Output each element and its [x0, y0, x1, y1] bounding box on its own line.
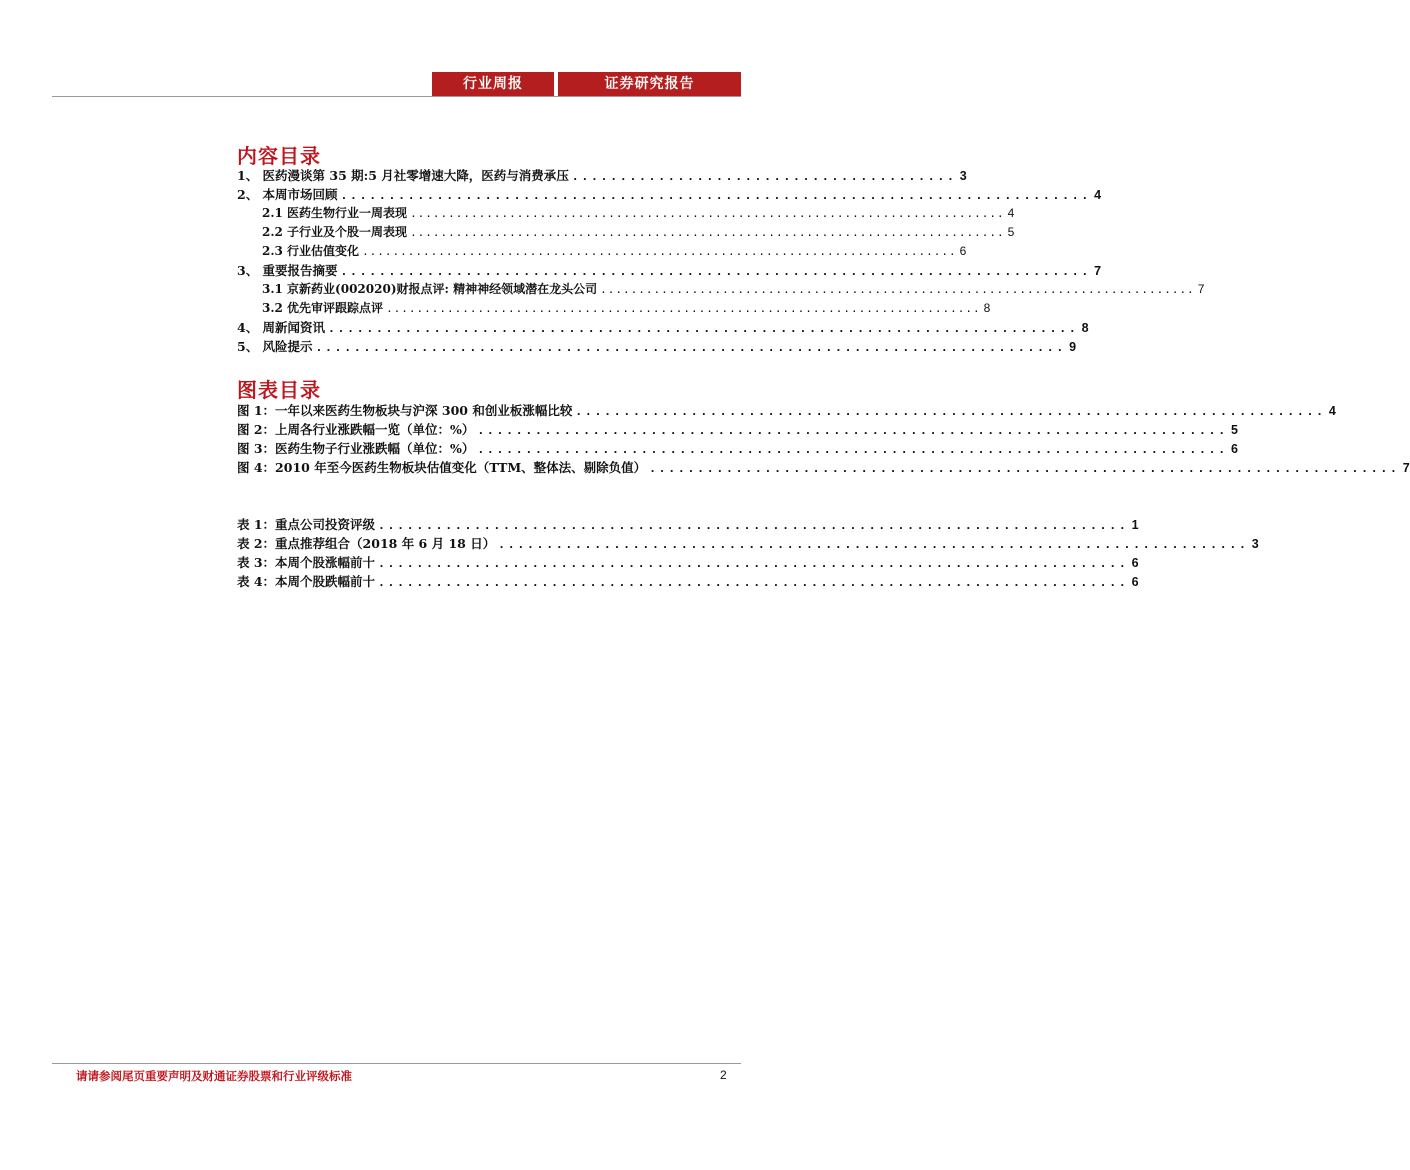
toc-entry-page: 4 — [1094, 188, 1102, 202]
toc-entry-text: 3.1 京新药业(002020)财报点评: 精神神经领域潜在龙头公司 — [262, 282, 598, 296]
dot-leader: .............................................................................. — [362, 245, 957, 258]
figure-entry[interactable] — [237, 420, 1238, 439]
toc-entry-text: 4、 周新闻资讯 — [237, 320, 326, 335]
toc-subentry[interactable] — [237, 242, 967, 261]
figures-list — [237, 401, 1410, 477]
figure-entry[interactable] — [237, 401, 1336, 420]
figure-entry-page: 6 — [1231, 442, 1238, 456]
toc-subentry[interactable] — [237, 280, 1205, 299]
toc-entry-text: 3、 重要报告摘要 — [237, 263, 338, 278]
dot-leader: .............................................................................. — [600, 283, 1195, 296]
dot-leader: .............................................................................. — [498, 538, 1249, 551]
toc-entry-text: 1、 医药漫谈第 35 期:5 月社零增速大降，医药与消费承压 — [237, 168, 569, 183]
table-entry-text: 表 1：重点公司投资评级 — [237, 517, 376, 532]
dot-leader: .............................................................................. — [477, 424, 1228, 437]
toc-entry-page: 5 — [1007, 225, 1015, 239]
toc-entry-text: 2.3 行业估值变化 — [262, 244, 360, 258]
figure-entry-page: 4 — [1328, 404, 1336, 418]
figure-entry-text: 图 4：2010 年至今医药生物板块估值变化（TTM、整体法、剔除负值） — [237, 460, 647, 475]
toc-entry-page: 4 — [1007, 206, 1015, 220]
dot-leader: .............................................................................. — [378, 557, 1129, 570]
dot-leader: .............................................................................. — [340, 265, 1092, 278]
figure-entry-page: 7 — [1402, 461, 1410, 475]
report-category-tab: 证券研究报告 — [558, 72, 741, 96]
toc-entry-text: 3.2 优先审评跟踪点评 — [262, 301, 384, 315]
table-entry[interactable] — [237, 534, 1259, 553]
dot-leader: .............................................................................. — [477, 443, 1228, 456]
tables-list — [237, 515, 1259, 591]
dot-leader: .............................................................................. — [410, 226, 1005, 239]
footer-disclaimer: 请请参阅尾页重要声明及财通证券股票和行业评级标准 — [76, 1069, 352, 1083]
toc-entry-text: 2.1 医药生物行业一周表现 — [262, 206, 408, 220]
header-tabs — [432, 72, 741, 96]
table-entry[interactable] — [237, 515, 1139, 534]
table-entry-page: 3 — [1251, 537, 1259, 551]
toc-entry-page: 8 — [1081, 321, 1089, 335]
dot-leader: .............................................................................. — [649, 462, 1400, 475]
figure-entry-text: 图 1：一年以来医药生物板块与沪深 300 和创业板涨幅比较 — [237, 403, 573, 418]
header-divider — [52, 96, 741, 97]
dot-leader: .............................................................................. — [340, 189, 1092, 202]
report-type-tab: 行业周报 — [432, 72, 554, 96]
toc-entry-page: 7 — [1197, 282, 1205, 296]
toc-entry[interactable] — [237, 185, 1102, 204]
table-entry[interactable] — [237, 553, 1139, 572]
toc-entry-text: 2.2 子行业及个股一周表现 — [262, 225, 408, 239]
dot-leader: ........................................ — [571, 170, 957, 183]
dot-leader: .............................................................................. — [315, 341, 1067, 354]
toc-subentry[interactable] — [237, 204, 1015, 223]
toc-entry-text: 5、 风险提示 — [237, 339, 313, 354]
dot-leader: .............................................................................. — [378, 576, 1129, 589]
toc-entry[interactable] — [237, 166, 967, 185]
table-entry[interactable] — [237, 572, 1139, 591]
toc-entry-page: 6 — [959, 244, 967, 258]
figure-entry-page: 5 — [1231, 423, 1238, 437]
figure-entry[interactable] — [237, 458, 1410, 477]
dot-leader: .............................................................................. — [386, 302, 981, 315]
toc-entry[interactable] — [237, 337, 1077, 356]
table-entry-page: 1 — [1131, 518, 1139, 532]
figures-title: 图表目录 — [237, 378, 321, 402]
contents-title: 内容目录 — [237, 144, 321, 168]
toc-entry[interactable] — [237, 318, 1089, 337]
table-entry-text: 表 4：本周个股跌幅前十 — [237, 574, 376, 589]
toc-entry-page: 9 — [1069, 340, 1077, 354]
dot-leader: .............................................................................. — [575, 405, 1326, 418]
toc-entry-text: 2、 本周市场回顾 — [237, 187, 338, 202]
toc-entry-page: 7 — [1094, 264, 1102, 278]
page-number: 2 — [720, 1068, 727, 1082]
figure-entry-text: 图 2：上周各行业涨跌幅一览（单位：%） — [237, 422, 475, 437]
toc-subentry[interactable] — [237, 299, 991, 318]
dot-leader: .............................................................................. — [378, 519, 1129, 532]
figure-entry[interactable] — [237, 439, 1238, 458]
table-entry-page: 6 — [1131, 575, 1139, 589]
toc-entry[interactable] — [237, 261, 1102, 280]
footer-divider — [52, 1063, 741, 1064]
toc-subentry[interactable] — [237, 223, 1015, 242]
table-entry-text: 表 2：重点推荐组合（2018 年 6 月 18 日） — [237, 536, 496, 551]
table-entry-text: 表 3：本周个股涨幅前十 — [237, 555, 376, 570]
toc-entry-page: 3 — [959, 169, 967, 183]
figure-entry-text: 图 3：医药生物子行业涨跌幅（单位：%） — [237, 441, 475, 456]
dot-leader: .............................................................................. — [328, 322, 1079, 335]
table-entry-page: 6 — [1131, 556, 1139, 570]
contents-list — [237, 166, 1205, 356]
toc-entry-page: 8 — [983, 301, 991, 315]
dot-leader: .............................................................................. — [410, 207, 1005, 220]
